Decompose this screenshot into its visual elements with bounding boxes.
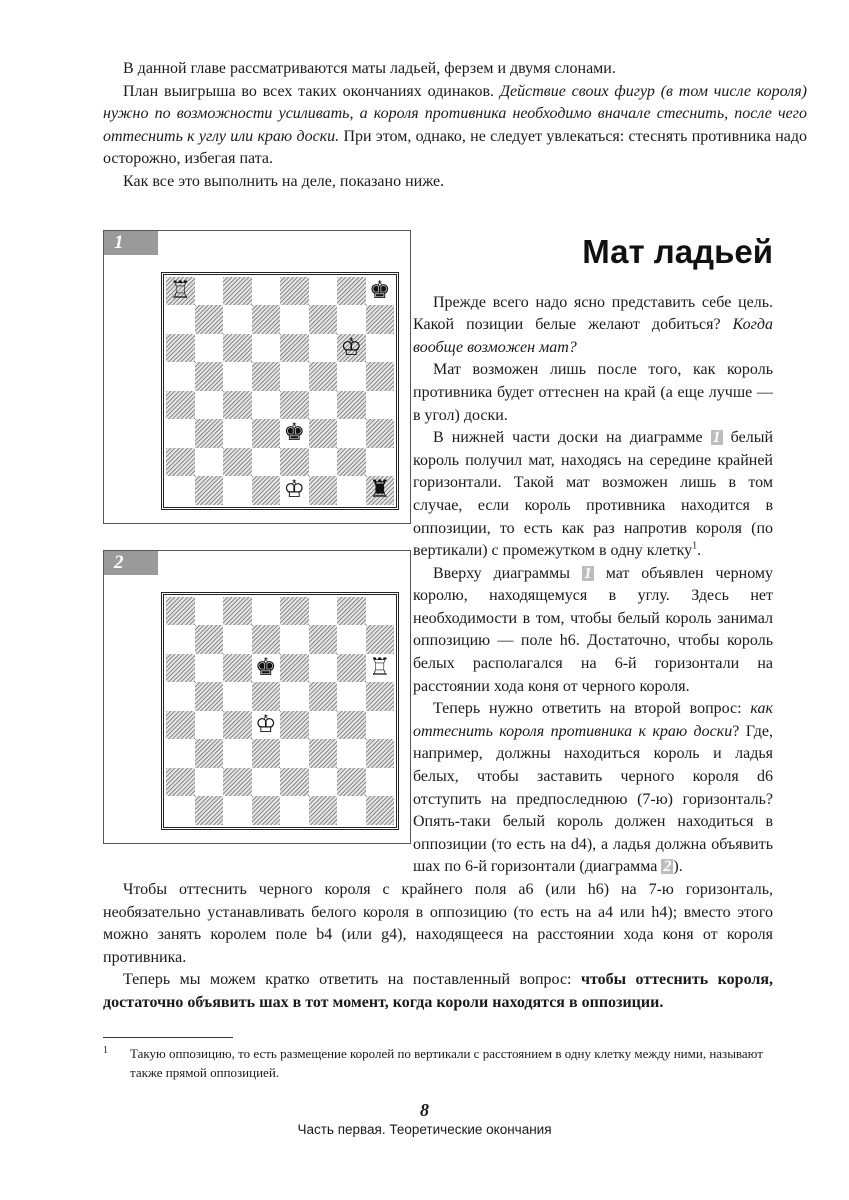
square-g7	[337, 625, 366, 654]
page-number: 8	[420, 1099, 429, 1120]
square-c1	[223, 476, 252, 505]
square-b7	[195, 625, 224, 654]
square-f1	[309, 796, 338, 825]
square-f2	[309, 448, 338, 477]
square-d8	[252, 277, 281, 306]
footnote-number: 1	[103, 1044, 108, 1056]
square-c4	[223, 711, 252, 740]
square-g4	[337, 391, 366, 420]
text-run: ? Где, например, должны находиться король и ладья белых, чтобы заставить черного короля d6 отступить на предпоследнюю (7-ю) горизонталь? Опять-таки белый король должен находиться в оппозиции (то есть на d4), а ладья должна объявить шах по 6-й горизонтали (диаграмма	[413, 722, 773, 876]
square-b5	[195, 682, 224, 711]
square-f8	[309, 277, 338, 306]
square-d1	[252, 476, 281, 505]
text-run: При этом, однако, не следует увлекаться: стеснять противника надо осторожно, избегая пата.	[103, 127, 808, 168]
text-run: белый король получил мат, находясь на середине крайней горизонтали. Такой мат возможен лишь в том случае, если король противника находится в оппозиции, то есть как раз напротив короля (по вертикали) с промежутком в одну клетку	[413, 429, 773, 560]
paragraph	[103, 81, 807, 171]
square-a2	[166, 448, 195, 477]
square-f1	[309, 476, 338, 505]
square-h3	[366, 739, 395, 768]
square-c5	[223, 362, 252, 391]
text-run: Теперь нужно ответить на второй вопрос:	[433, 700, 751, 718]
square-a3	[166, 419, 195, 448]
square-g1	[337, 476, 366, 505]
square-a6	[166, 334, 195, 363]
square-f5	[309, 682, 338, 711]
text-run: Мат возможен лишь после того, как король противника будет оттеснен на край (а еще лучше — в угол) доски.	[413, 361, 773, 424]
white-king-icon: ♔	[283, 477, 305, 504]
paragraph	[103, 879, 773, 969]
square-f3	[309, 739, 338, 768]
square-h8	[366, 597, 395, 626]
square-b1	[195, 796, 224, 825]
square-a4	[166, 711, 195, 740]
chess-diagram-1	[103, 230, 411, 524]
black-king-icon: ♚	[283, 420, 305, 447]
square-a3	[166, 739, 195, 768]
square-d4	[252, 711, 281, 740]
square-f4	[309, 391, 338, 420]
paragraph	[413, 563, 773, 699]
paragraph	[103, 171, 807, 194]
section-title: Мат ладьей	[582, 232, 773, 270]
square-h6	[366, 654, 395, 683]
square-g8	[337, 277, 366, 306]
text-run: ).	[673, 858, 683, 876]
white-rook-icon: ♖	[368, 654, 391, 681]
square-e3	[280, 739, 309, 768]
diagram-label: 2	[104, 551, 158, 575]
square-d6	[252, 334, 281, 363]
square-e8	[280, 597, 309, 626]
square-c3	[223, 739, 252, 768]
square-d7	[252, 305, 281, 334]
square-b3	[195, 419, 224, 448]
square-h6	[366, 334, 395, 363]
square-e6	[280, 654, 309, 683]
square-b5	[195, 362, 224, 391]
square-a1	[166, 796, 195, 825]
white-rook-icon: ♖	[169, 277, 191, 304]
square-e4	[280, 711, 309, 740]
square-h5	[366, 362, 395, 391]
square-c3	[223, 419, 252, 448]
chess-board	[161, 592, 399, 830]
text-run: Чтобы оттеснить черного короля с крайнего поля а6 (или h6) на 7-ю горизонталь, необязательно устанавливать белого короля в оппозицию (то есть на а4 или h4); вместо этого можно занять королем поле b4 (или g4), находящееся на расстоянии хода коня от короля противника.	[103, 881, 773, 966]
paragraph	[413, 427, 773, 563]
square-f8	[309, 597, 338, 626]
paragraph	[103, 969, 773, 1014]
square-d1	[252, 796, 281, 825]
text-run: мат объявлен черному королю, находящемуся в углу. Здесь нет необходимости в том, чтобы белый король занимал оппозицию — поле h6. Достаточно, чтобы король белых располагался на 6-й горизонтали на расстоянии хода коня от черного короля.	[413, 564, 773, 695]
square-e7	[280, 625, 309, 654]
square-a8	[166, 277, 195, 306]
square-c2	[223, 768, 252, 797]
diagram-column	[103, 230, 411, 870]
square-a8	[166, 597, 195, 626]
square-a6	[166, 654, 195, 683]
square-c7	[223, 305, 252, 334]
text-run: Как все это выполнить на деле, показано ниже.	[123, 172, 445, 190]
square-g3	[337, 739, 366, 768]
text-run: как оттеснить короля противника к краю доски	[413, 700, 773, 740]
square-d5	[252, 362, 281, 391]
square-c6	[223, 334, 252, 363]
text-run: Прежде всего надо ясно представить себе цель. Какой позиции белые желают добиться?	[413, 293, 773, 334]
square-a5	[166, 362, 195, 391]
square-b1	[195, 476, 224, 505]
square-e5	[280, 682, 309, 711]
footnote	[103, 1044, 773, 1083]
text-run: В данной главе рассматриваются маты ладьей, ферзем и двумя слонами.	[123, 60, 616, 77]
text-run: Действие своих фигур (в том числе короля) нужно по возможности усиливать, а короля противника необходимо вначале стеснить, после чего оттеснить к углу или краю доски.	[103, 82, 807, 145]
square-c1	[223, 796, 252, 825]
square-d3	[252, 419, 281, 448]
square-a4	[166, 391, 195, 420]
square-h5	[366, 682, 395, 711]
square-h1	[366, 796, 395, 825]
bottom-text	[103, 879, 773, 1015]
square-d2	[252, 448, 281, 477]
text-run: План выигрыша во всех таких окончаниях одинаков.	[123, 82, 500, 100]
square-e7	[280, 305, 309, 334]
square-f3	[309, 419, 338, 448]
text-run: Вверху диаграммы	[433, 564, 582, 582]
square-e6	[280, 334, 309, 363]
square-d2	[252, 768, 281, 797]
paragraph	[413, 698, 773, 879]
diagram-reference: 2	[663, 858, 672, 876]
square-a1	[166, 476, 195, 505]
black-king-icon: ♚	[368, 277, 391, 304]
chess-diagram-2	[103, 550, 411, 844]
footnote-divider	[103, 1037, 233, 1038]
square-d7	[252, 625, 281, 654]
right-column	[413, 232, 773, 879]
text-run: Когда вообще возможен мат?	[413, 316, 773, 356]
square-c6	[223, 654, 252, 683]
square-g2	[337, 448, 366, 477]
square-g1	[337, 796, 366, 825]
square-d8	[252, 597, 281, 626]
square-g3	[337, 419, 366, 448]
square-h4	[366, 391, 395, 420]
page-content	[103, 58, 807, 1139]
square-h7	[366, 305, 395, 334]
square-c8	[223, 597, 252, 626]
square-h2	[366, 448, 395, 477]
square-g7	[337, 305, 366, 334]
square-e2	[280, 448, 309, 477]
square-b7	[195, 305, 224, 334]
square-d4	[252, 391, 281, 420]
square-d3	[252, 739, 281, 768]
square-g8	[337, 597, 366, 626]
square-h7	[366, 625, 395, 654]
square-f2	[309, 768, 338, 797]
square-g6	[337, 654, 366, 683]
square-d6	[252, 654, 281, 683]
text-run: В нижней части доски на диаграмме	[433, 429, 711, 447]
square-b8	[195, 597, 224, 626]
square-h4	[366, 711, 395, 740]
text-run: Теперь мы можем кратко ответить на поставленный вопрос:	[123, 971, 581, 989]
square-f5	[309, 362, 338, 391]
diagram-reference: 1	[712, 429, 721, 447]
square-h8	[366, 277, 395, 306]
text-run: чтобы оттеснить короля, достаточно объявить шах в тот момент, когда короли находятся в оппозиции.	[103, 971, 773, 1011]
square-c7	[223, 625, 252, 654]
paragraph	[103, 58, 807, 81]
white-king-icon: ♔	[254, 711, 277, 738]
paragraph	[413, 292, 773, 360]
right-column-text	[413, 292, 773, 879]
square-b3	[195, 739, 224, 768]
square-e4	[280, 391, 309, 420]
diagram-label: 1	[104, 231, 158, 255]
square-f6	[309, 654, 338, 683]
paragraph	[413, 359, 773, 427]
square-g2	[337, 768, 366, 797]
square-e1	[280, 476, 309, 505]
square-g6	[337, 334, 366, 363]
chess-board	[161, 272, 399, 510]
square-e8	[280, 277, 309, 306]
square-a7	[166, 625, 195, 654]
square-b4	[195, 391, 224, 420]
square-e1	[280, 796, 309, 825]
square-a2	[166, 768, 195, 797]
square-g5	[337, 682, 366, 711]
square-b8	[195, 277, 224, 306]
square-f7	[309, 625, 338, 654]
square-a7	[166, 305, 195, 334]
square-e5	[280, 362, 309, 391]
square-c4	[223, 391, 252, 420]
square-h3	[366, 419, 395, 448]
square-h1	[366, 476, 395, 505]
diagram-reference: 1	[583, 564, 592, 582]
black-king-icon: ♚	[254, 654, 277, 681]
square-g5	[337, 362, 366, 391]
square-b2	[195, 768, 224, 797]
running-footer: Часть первая. Теоретические окончания	[297, 1121, 552, 1137]
square-c8	[223, 277, 252, 306]
square-h2	[366, 768, 395, 797]
square-c5	[223, 682, 252, 711]
square-e3	[280, 419, 309, 448]
square-b4	[195, 711, 224, 740]
square-e2	[280, 768, 309, 797]
square-b6	[195, 334, 224, 363]
square-b6	[195, 654, 224, 683]
square-c2	[223, 448, 252, 477]
square-d5	[252, 682, 281, 711]
footnote-marker: 1	[692, 540, 698, 552]
square-f6	[309, 334, 338, 363]
square-b2	[195, 448, 224, 477]
diagram-section	[103, 230, 773, 879]
text-run: .	[697, 542, 702, 560]
intro-text	[103, 58, 807, 194]
square-g4	[337, 711, 366, 740]
black-rook-icon: ♜	[368, 477, 391, 504]
square-a5	[166, 682, 195, 711]
white-king-icon: ♔	[340, 334, 362, 361]
square-f7	[309, 305, 338, 334]
square-f4	[309, 711, 338, 740]
footnote-text: Такую оппозицию, то есть размещение королей по вертикали с расстоянием в одну клетку между ними, называют также прямой оппозицией.	[130, 1045, 763, 1081]
